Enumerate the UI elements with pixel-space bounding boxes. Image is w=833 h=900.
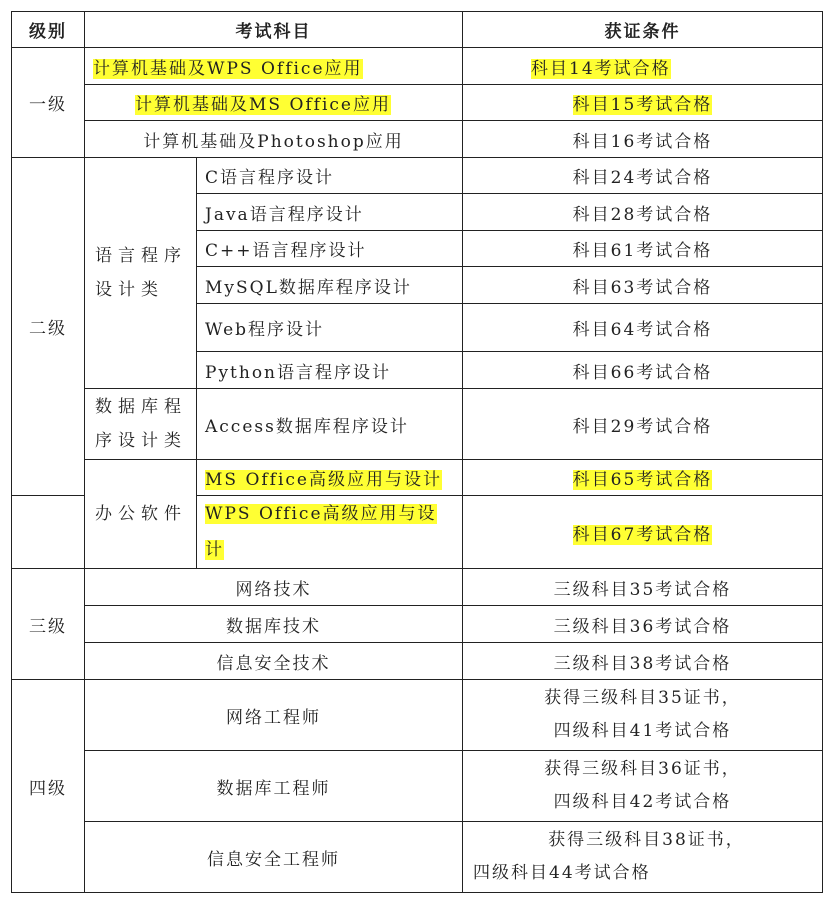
table-row: [12, 389, 823, 460]
category-line: 数据库程: [95, 397, 187, 417]
header-subject: 考试科目: [85, 12, 463, 48]
condition-cell: 科目61考试合格: [463, 231, 823, 267]
condition-text: 科目15考试合格: [572, 95, 713, 115]
condition-cell: [463, 751, 823, 822]
table-row: [12, 85, 823, 121]
subject-cell: Access数据库程序设计: [197, 389, 463, 460]
condition-cell: [463, 680, 823, 751]
condition-cell: [463, 496, 823, 569]
subject-cell: 数据库技术: [85, 606, 463, 643]
subject-cell: [85, 85, 463, 121]
subject-cell: [85, 48, 463, 85]
condition-line: 获得三级科目36证书，: [544, 759, 741, 779]
level-three-cell: 三级: [12, 569, 85, 680]
table-row: [12, 822, 823, 893]
condition-line: 四级科目42考试合格: [553, 792, 732, 812]
condition-cell: 科目63考试合格: [463, 267, 823, 304]
subject-cell: Python语言程序设计: [197, 352, 463, 389]
subject-text: 计算机基础及WPS Office应用: [93, 58, 363, 79]
condition-cell: 三级科目35考试合格: [463, 569, 823, 606]
subject-cell: C++语言程序设计: [197, 231, 463, 267]
condition-text: 科目14考试合格: [531, 58, 671, 79]
level-two-cell: 二级: [12, 158, 85, 496]
subject-cell: C语言程序设计: [197, 158, 463, 194]
table-row: [12, 121, 823, 158]
subject-text: WPS Office高级应用与设: [205, 504, 437, 524]
condition-cell: [463, 48, 823, 85]
table-row: [12, 158, 823, 194]
table-row: [12, 680, 823, 751]
condition-text: 科目65考试合格: [572, 470, 713, 490]
condition-cell: [463, 822, 823, 893]
level-one-cell: 一级: [12, 48, 85, 158]
header-condition: 获证条件: [463, 12, 823, 48]
subject-cell: 网络工程师: [85, 680, 463, 751]
condition-line: 获得三级科目38证书，: [548, 830, 745, 850]
condition-cell: 三级科目36考试合格: [463, 606, 823, 643]
subject-cell: 网络技术: [85, 569, 463, 606]
subject-cell: MySQL数据库程序设计: [197, 267, 463, 304]
condition-cell: 科目66考试合格: [463, 352, 823, 389]
condition-cell: [463, 85, 823, 121]
subject-cell: Web程序设计: [197, 304, 463, 352]
subject-cell: [197, 460, 463, 496]
level-four-cell: 四级: [12, 680, 85, 893]
subject-text: 计算机基础及MS Office应用: [135, 95, 391, 115]
category-line: 设计类: [95, 280, 164, 300]
condition-cell: 科目28考试合格: [463, 194, 823, 231]
table-row: [12, 643, 823, 680]
category-database: [85, 389, 197, 460]
subject-cell: 数据库工程师: [85, 751, 463, 822]
condition-cell: 科目29考试合格: [463, 389, 823, 460]
subject-cell: 信息安全工程师: [85, 822, 463, 893]
condition-line: 获得三级科目35证书，: [544, 688, 741, 708]
condition-text: 科目67考试合格: [572, 524, 713, 545]
table-row: [12, 460, 823, 496]
condition-cell: 科目16考试合格: [463, 121, 823, 158]
subject-cell: 计算机基础及Photoshop应用: [85, 121, 463, 158]
subject-cell: 信息安全技术: [85, 643, 463, 680]
subject-text: MS Office高级应用与设计: [205, 470, 442, 490]
subject-cell: Java语言程序设计: [197, 194, 463, 231]
table-row: [12, 606, 823, 643]
table-row: [12, 751, 823, 822]
certification-table: [11, 11, 823, 893]
condition-cell: 三级科目38考试合格: [463, 643, 823, 680]
subject-text: 计: [205, 540, 224, 560]
header-level: 级别: [12, 12, 85, 48]
category-office: 办公软件: [85, 460, 197, 569]
category-language: [85, 158, 197, 389]
table-row: [12, 569, 823, 606]
category-line: 序设计类: [95, 431, 187, 451]
subject-cell: [197, 496, 463, 569]
condition-cell: 科目64考试合格: [463, 304, 823, 352]
condition-line: 四级科目44考试合格: [473, 863, 651, 883]
table-row: [12, 48, 823, 85]
header-row: [12, 12, 823, 48]
level-blank-cell: [12, 496, 85, 569]
category-line: 语言程序: [95, 246, 187, 266]
condition-cell: [463, 460, 823, 496]
condition-cell: 科目24考试合格: [463, 158, 823, 194]
condition-line: 四级科目41考试合格: [553, 721, 732, 741]
